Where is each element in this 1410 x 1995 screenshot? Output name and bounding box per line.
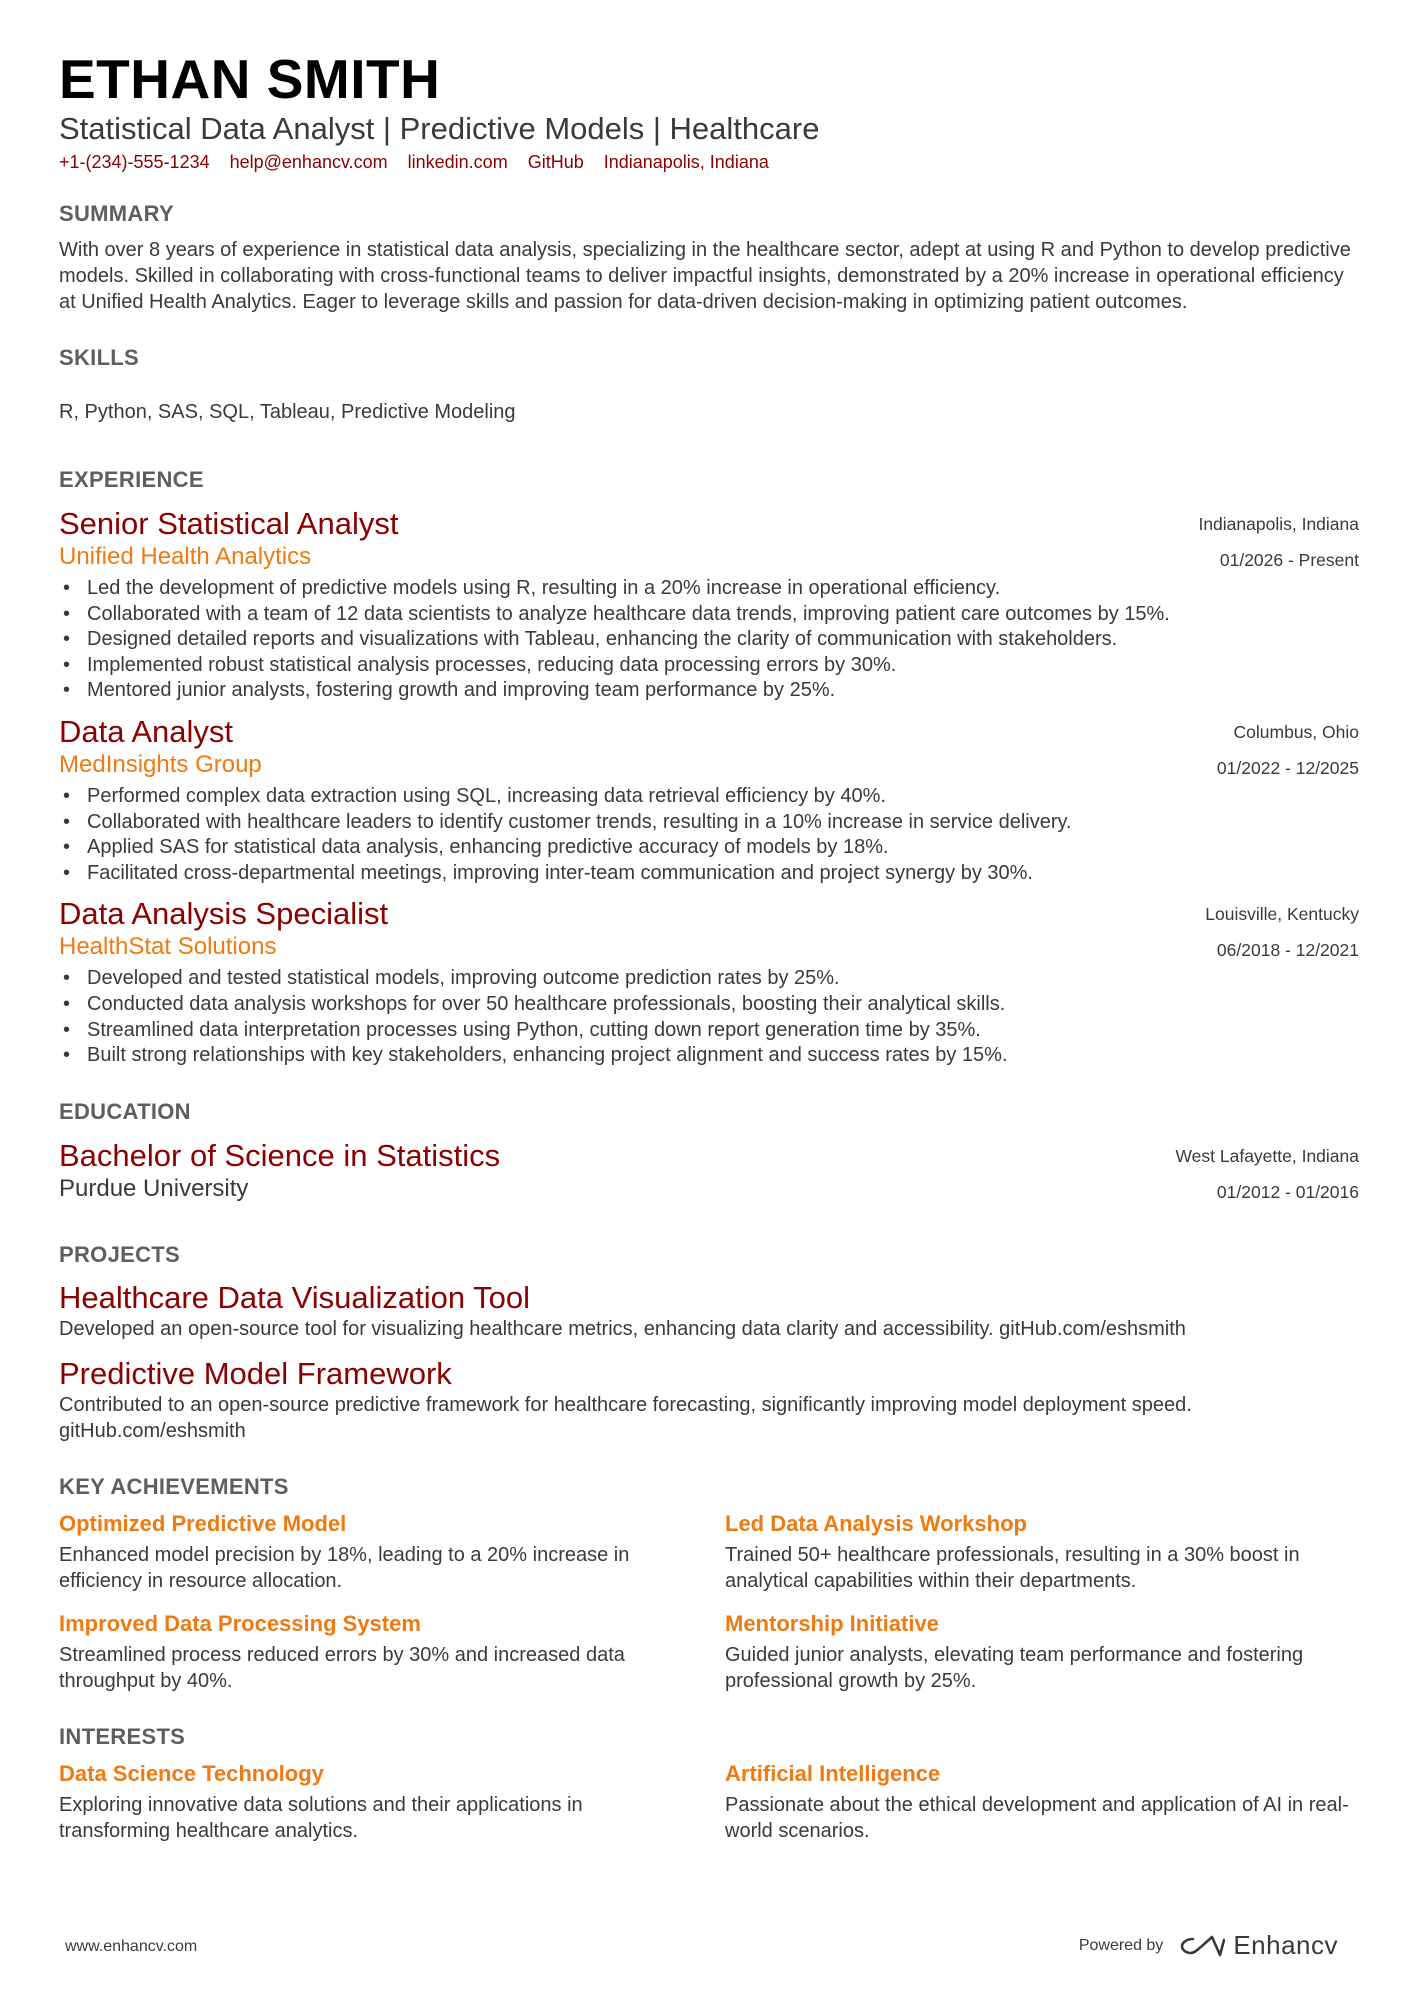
project-description: Developed an open-source tool for visualizing healthcare metrics, enhancing data clarity and accessibility. gitHub.com/eshsmith — [59, 1317, 1186, 1340]
achievement-text: Streamlined process reduced errors by 30% and increased data throughput by 40%. — [59, 1643, 625, 1692]
education-heading: EDUCATION — [59, 1098, 191, 1124]
contact-location: Indianapolis, Indiana — [603, 152, 769, 172]
job-dates: 01/2026 - Present — [1219, 550, 1359, 570]
job-meta — [1205, 896, 1359, 968]
experience-entry — [59, 714, 1359, 886]
bullet-item: • Designed detailed reports and visualizations with Tableau, enhancing the clarity of communication with stakeholders. — [59, 627, 1359, 653]
bullet-item: • Streamlined data interpretation processes using Python, cutting down report generation time by 35%. — [59, 1018, 1359, 1044]
achievement-item — [725, 1510, 1363, 1594]
company-name: HealthStat Solutions — [59, 933, 277, 961]
interest-text: Exploring innovative data solutions and their applications in transforming healthcare analytics. — [59, 1793, 583, 1842]
bullet-item: • Applied SAS for statistical data analysis, enhancing predictive accuracy of models by 18%. — [59, 835, 1359, 861]
bullet-item: • Collaborated with healthcare leaders to identify customer trends, resulting in a 10% increase in service delivery. — [59, 810, 1359, 836]
enhancv-brand-name: Enhancv — [1233, 1930, 1338, 1960]
job-title: Data Analyst — [59, 713, 234, 749]
bullet-item: • Facilitated cross-departmental meetings, improving inter-team communication and project synergy by 30%. — [59, 861, 1359, 887]
bullet-item: • Developed and tested statistical models, improving outcome prediction rates by 25%. — [59, 966, 1359, 992]
job-location: Columbus, Ohio — [1233, 721, 1359, 742]
bullet-item: • Collaborated with a team of 12 data scientists to analyze healthcare data trends, improving patient care outcomes by 15%. — [59, 602, 1359, 628]
footer-branding — [1079, 1930, 1338, 1961]
experience-heading: EXPERIENCE — [59, 467, 204, 492]
interest-text: Passionate about the ethical development and application of AI in real-world scenarios. — [725, 1793, 1349, 1842]
achievement-text: Enhanced model precision by 18%, leading to a 20% increase in efficiency in resource allocation. — [59, 1543, 630, 1592]
interests-grid — [59, 1760, 1359, 1844]
bullet-item: • Built strong relationships with key stakeholders, enhancing project alignment and success rates by 15%. — [59, 1043, 1359, 1069]
achievement-text: Trained 50+ healthcare professionals, resulting in a 30% boost in analytical capabilities within their departments. — [725, 1543, 1300, 1592]
skills-heading: SKILLS — [59, 345, 140, 370]
resume-content — [59, 46, 1359, 1844]
powered-by-label: Powered by — [1078, 1936, 1164, 1954]
education-location: West Lafayette, Indiana — [1175, 1145, 1359, 1166]
bullet-item: • Conducted data analysis workshops for over 50 healthcare professionals, boosting their analytical skills. — [59, 992, 1359, 1018]
projects-heading: PROJECTS — [59, 1241, 180, 1267]
summary-heading: SUMMARY — [59, 201, 174, 226]
interest-item — [725, 1760, 1363, 1844]
contact-github[interactable]: GitHub — [527, 152, 584, 172]
contact-email[interactable]: help@enhancv.com — [229, 152, 388, 172]
project-name: Predictive Model Framework — [59, 1355, 452, 1391]
interest-title: Data Science Technology — [59, 1760, 324, 1786]
contact-bar — [59, 151, 1359, 173]
job-meta — [1217, 714, 1359, 786]
project-description: Contributed to an open-source predictive framework for healthcare forecasting, significantly improving model deployment speed. gitHub.com/eshsmith — [59, 1393, 1192, 1442]
achievement-item — [59, 1510, 697, 1594]
bullet-item: • Led the development of predictive models using R, resulting in a 20% increase in operational efficiency. — [59, 576, 1359, 602]
job-meta — [1198, 506, 1359, 578]
achievements-grid — [59, 1510, 1359, 1694]
interest-title: Artificial Intelligence — [725, 1760, 941, 1786]
achievement-item — [725, 1610, 1363, 1694]
achievements-heading: KEY ACHIEVEMENTS — [59, 1473, 289, 1499]
school-name: Purdue University — [59, 1174, 249, 1202]
job-location: Indianapolis, Indiana — [1198, 514, 1359, 534]
summary-text: With over 8 years of experience in statistical data analysis, specializing in the healthcare sector, adept at using R and Python to develop predictive models. Skilled in collaborating with cross-functional teams to deliver impactful insights, demonstrated by a 20% increase in operational efficiency at Unified Health Analytics. Eager to leverage skills and passion for data-driven decision-making in optimizing patient outcomes. — [59, 239, 1351, 313]
achievement-title: Mentorship Initiative — [725, 1610, 939, 1636]
bullet-item: • Mentored junior analysts, fostering growth and improving team performance by 25%. — [59, 678, 1359, 704]
achievement-title: Improved Data Processing System — [59, 1610, 421, 1636]
enhancv-logo[interactable] — [1179, 1930, 1338, 1961]
education-entry — [59, 1138, 1359, 1204]
candidate-headline: Statistical Data Analyst | Predictive Models | Healthcare — [59, 111, 820, 146]
candidate-name: ETHAN SMITH — [59, 48, 441, 110]
interest-item — [59, 1760, 697, 1844]
education-dates: 01/2012 - 01/2016 — [1216, 1181, 1359, 1202]
project-entry — [59, 1280, 1359, 1342]
contact-linkedin[interactable]: linkedin.com — [407, 152, 508, 172]
company-name: MedInsights Group — [59, 750, 262, 778]
experience-entry — [59, 896, 1359, 1068]
footer-website[interactable]: www.enhancv.com — [65, 1938, 198, 1955]
achievement-text: Guided junior analysts, elevating team performance and fostering professional growth by 25%. — [725, 1643, 1304, 1692]
job-location: Louisville, Kentucky — [1205, 904, 1359, 925]
job-bullets — [59, 784, 1359, 886]
job-title: Senior Statistical Analyst — [59, 506, 399, 541]
job-dates: 01/2022 - 12/2025 — [1216, 757, 1359, 778]
experience-entry — [59, 506, 1359, 704]
degree-title: Bachelor of Science in Statistics — [59, 1137, 501, 1173]
company-name: Unified Health Analytics — [59, 543, 312, 570]
achievement-title: Led Data Analysis Workshop — [725, 1510, 1027, 1536]
skills-text: R, Python, SAS, SQL, Tableau, Predictive Modeling — [59, 401, 516, 423]
bullet-item: • Implemented robust statistical analysis processes, reducing data processing errors by 30%. — [59, 653, 1359, 679]
education-meta — [1175, 1138, 1359, 1210]
job-bullets — [59, 966, 1359, 1068]
achievement-title: Optimized Predictive Model — [59, 1510, 347, 1536]
job-dates: 06/2018 - 12/2021 — [1216, 940, 1359, 961]
interests-heading: INTERESTS — [59, 1723, 186, 1749]
project-entry — [59, 1356, 1359, 1444]
enhancv-logo-icon — [1179, 1934, 1225, 1958]
job-bullets — [59, 576, 1359, 704]
achievement-item — [59, 1610, 697, 1694]
contact-phone[interactable]: +1-(234)-555-1234 — [59, 152, 210, 172]
job-title: Data Analysis Specialist — [59, 896, 389, 932]
project-name: Healthcare Data Visualization Tool — [59, 1279, 531, 1315]
bullet-item: • Performed complex data extraction using SQL, increasing data retrieval efficiency by 40%. — [59, 784, 1359, 810]
